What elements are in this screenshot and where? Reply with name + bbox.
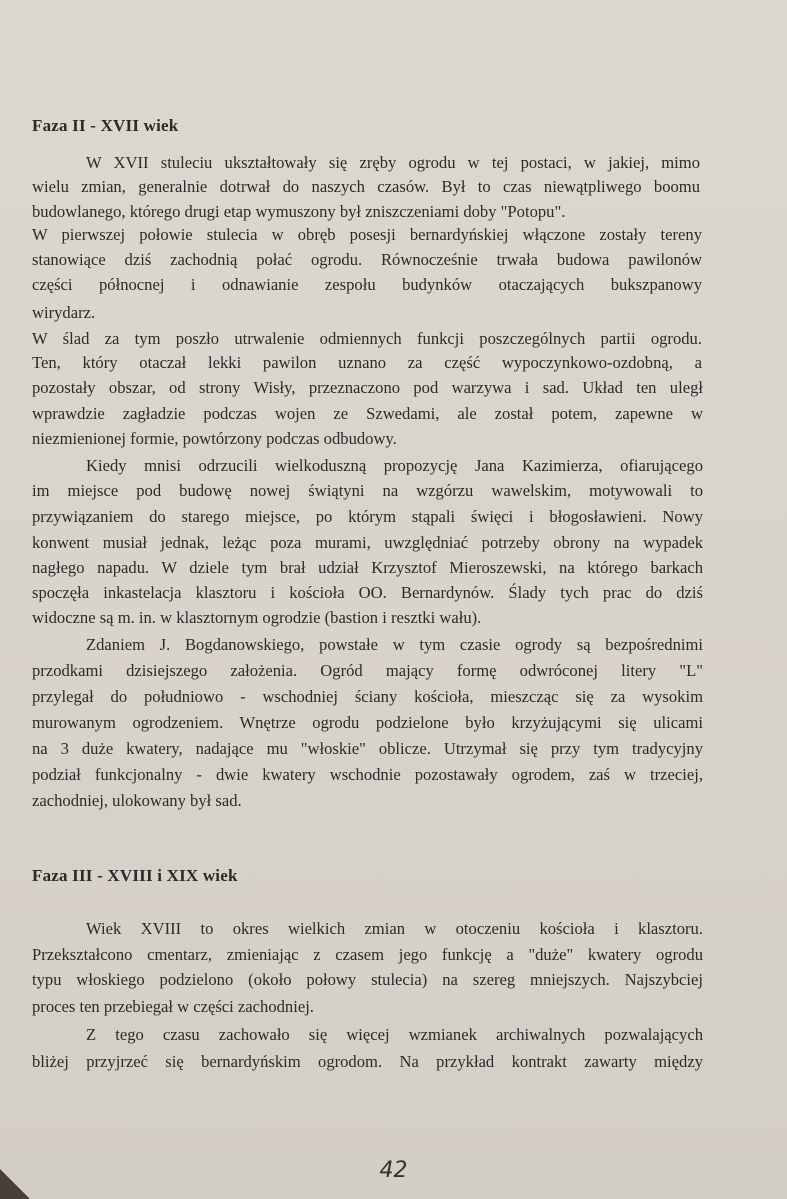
section-heading-faza-3: Faza III - XVIII i XIX wiek bbox=[32, 866, 238, 885]
text-line: zachodniej, ulokowany był sad. bbox=[32, 791, 242, 810]
text-line: części północnej i odnawianie zespołu budynków otaczających bukszpanowy bbox=[32, 275, 702, 294]
text-line: W XVII stuleciu ukształtowały się zręby ogrodu w tej postaci, w jakiej, mimo bbox=[86, 153, 700, 172]
page-number: 42 bbox=[379, 1158, 408, 1183]
text-line: widoczne są m. in. w klasztornym ogrodzie (bastion i resztki wału). bbox=[32, 608, 482, 627]
text-line: im miejsce pod budowę nowej świątyni na wzgórzu wawelskim, motywowali to bbox=[32, 481, 703, 500]
text-line: budowlanego, którego drugi etap wymuszony był zniszczeniami doby "Potopu". bbox=[32, 202, 566, 221]
text-line: spoczęła inkastelacja klasztoru i kościoła OO. Bernardynów. Ślady tych prac do dziś bbox=[32, 583, 703, 602]
text-line: murowanym ogrodzeniem. Wnętrze ogrodu podzielone było krzyżującymi się ulicami bbox=[32, 713, 703, 732]
text-line: proces ten przebiegał w części zachodniej. bbox=[32, 997, 314, 1016]
section-heading-faza-2: Faza II - XVII wiek bbox=[32, 116, 179, 135]
text-line: Ten, który otaczał lekki pawilon uznano za część wypoczynkowo-ozdobną, a bbox=[32, 353, 702, 372]
text-line: W pierwszej połowie stulecia w obręb posesji bernardyńskiej włączone zostały tereny bbox=[32, 225, 702, 244]
scan-corner bbox=[0, 1169, 30, 1199]
text-line: przywiązaniem do starego miejsce, po którym stąpali święci i błogosławieni. Nowy bbox=[32, 507, 703, 526]
text-line: na 3 duże kwatery, nadające mu "włoskie" oblicze. Utrzymał się przy tym tradycyjny bbox=[32, 739, 703, 758]
text-line: nagłego napadu. W dziele tym brał udział Krzysztof Mieroszewski, na którego barkach bbox=[32, 558, 703, 577]
text-line: Z tego czasu zachowało się więcej wzmianek archiwalnych pozwalających bbox=[86, 1025, 703, 1044]
text-line: Zdaniem J. Bogdanowskiego, powstałe w tym czasie ogrody są bezpośrednimi bbox=[86, 635, 703, 654]
text-line: Kiedy mnisi odrzucili wielkoduszną propozycję Jana Kazimierza, ofiarującego bbox=[86, 456, 703, 475]
text-line: wprawdzie zagładzie podczas wojen ze Szwedami, ale został potem, zapewne w bbox=[32, 404, 703, 423]
text-line: W ślad za tym poszło utrwalenie odmiennych funkcji poszczególnych partii ogrodu. bbox=[32, 329, 702, 348]
text-line: stanowiące dziś zachodnią połać ogrodu. Równocześnie trwała budowa pawilonów bbox=[32, 250, 702, 269]
text-line: konwent musiał jednak, leżąc poza murami, uwzględniać potrzeby obrony na wypadek bbox=[32, 533, 703, 552]
text-line: Wiek XVIII to okres wielkich zmian w otoczeniu kościoła i klasztoru. bbox=[86, 919, 703, 938]
text-line: podział funkcjonalny - dwie kwatery wschodnie pozostawały ogrodem, zaś w trzeciej, bbox=[32, 765, 703, 784]
text-line: pozostały obszar, od strony Wisły, przeznaczono pod warzywa i sad. Układ ten uległ bbox=[32, 378, 703, 397]
text-line: bliżej przyjrzeć się bernardyńskim ogrodom. Na przykład kontrakt zawarty między bbox=[32, 1052, 703, 1071]
text-line: Przekształcono cmentarz, zmieniając z czasem jego funkcję a "duże" kwatery ogrodu bbox=[32, 945, 703, 964]
text-line: przodkami dzisiejszego założenia. Ogród mający formę odwróconej litery "L" bbox=[32, 661, 703, 680]
text-line: typu włoskiego podzielono (około połowy stulecia) na szereg mniejszych. Najszybciej bbox=[32, 970, 703, 989]
text-line: niezmienionej formie, powtórzony podczas odbudowy. bbox=[32, 429, 397, 448]
text-line: wielu zmian, generalnie dotrwał do naszych czasów. Był to czas niewątpliwego boomu bbox=[32, 177, 700, 196]
text-line: przylegał do południowo - wschodniej ściany kościoła, mieszcząc się za wysokim bbox=[32, 687, 703, 706]
text-line: wirydarz. bbox=[32, 303, 96, 322]
